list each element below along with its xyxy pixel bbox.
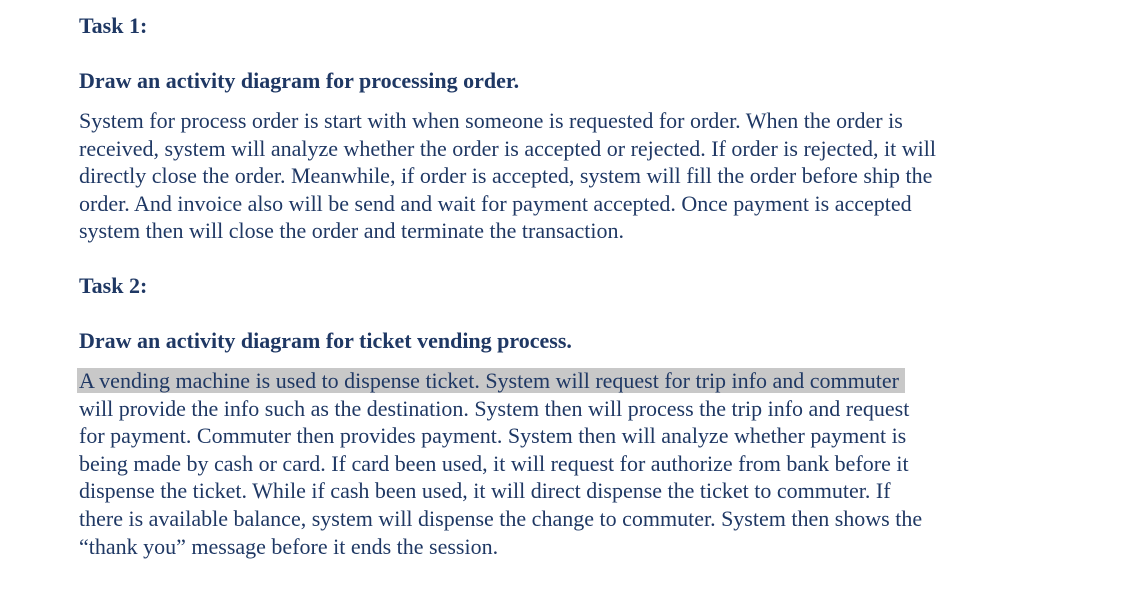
- paragraph-line: received, system will analyze whether the order is accepted or rejected. If order is rejected, it will: [79, 135, 937, 161]
- paragraph-line: System for process order is start with when someone is requested for order. When the order is: [79, 108, 903, 133]
- task-1-title: Draw an activity diagram for processing order.: [79, 68, 520, 93]
- paragraph-line: being made by cash or card. If card been used, it will request for authorize from bank before it: [79, 450, 909, 476]
- paragraph-line-selected[interactable]: [79, 367, 1039, 395]
- paragraph-line: “thank you” message before it ends the session.: [79, 533, 499, 559]
- paragraph-line: will provide the info such as the destination. System then will process the trip info and request: [79, 395, 910, 421]
- paragraph-line: order. And invoice also will be send and wait for payment accepted. Once payment is accepted: [79, 190, 912, 216]
- task-2-title: Draw an activity diagram for ticket vending process.: [79, 328, 572, 353]
- task-1-heading: Task 1:: [79, 13, 148, 38]
- paragraph-line: directly close the order. Meanwhile, if order is accepted, system will fill the order before ship the: [79, 163, 933, 189]
- paragraph-line: dispense the ticket. While if cash been used, it will direct dispense the ticket to commuter. If: [79, 478, 891, 504]
- paragraph-line: system then will close the order and terminate the transaction.: [79, 218, 624, 244]
- paragraph-line: for payment. Commuter then provides payment. System then will analyze whether payment is: [79, 423, 907, 449]
- text-selection-highlight[interactable]: A vending machine is used to dispense ticket. System will request for trip info and commuter: [77, 368, 905, 393]
- task-1-description: [79, 107, 1039, 245]
- task-2-description: [79, 367, 1039, 560]
- paragraph-line: there is available balance, system will dispense the change to commuter. System then shows the: [79, 505, 923, 531]
- task-2-heading: Task 2:: [79, 273, 148, 298]
